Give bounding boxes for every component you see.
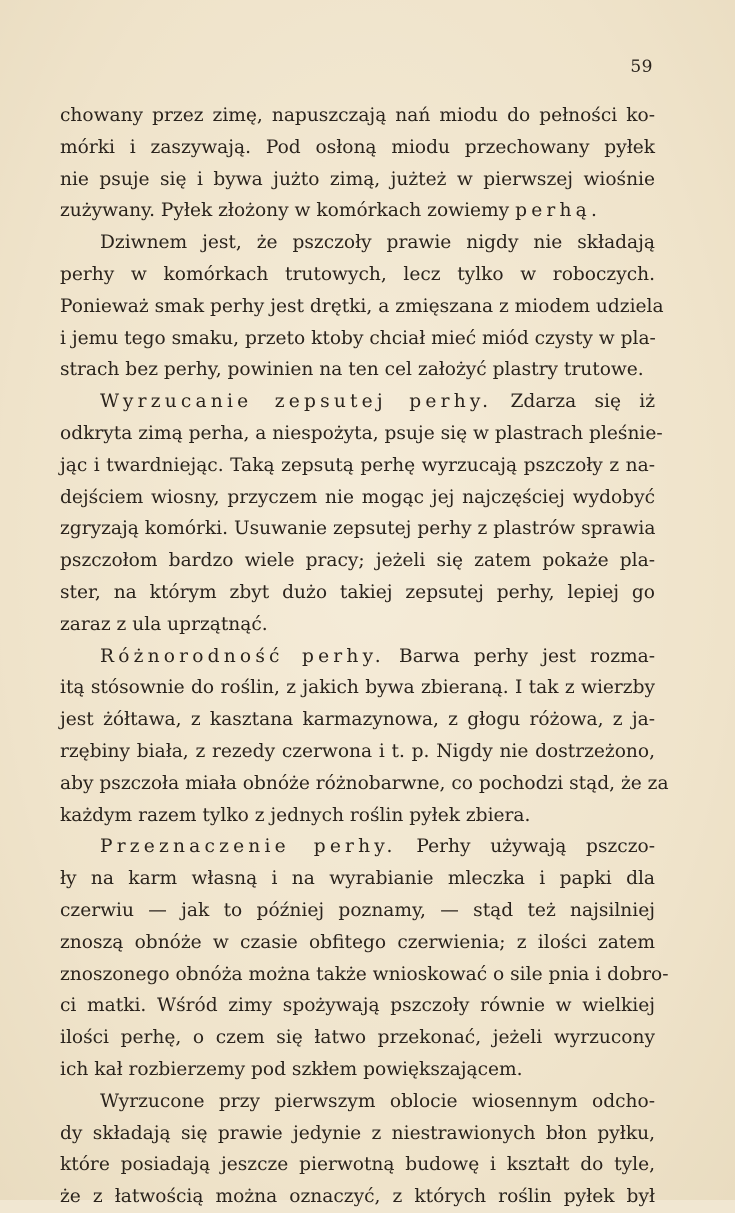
text-line [60,736,655,768]
line-text: które posiadają jeszcze pierwotną budowę i kształt do tyle, [60,1154,655,1176]
text-line [60,990,655,1022]
text-line [60,800,655,832]
text-line [60,545,655,577]
line-text: ły na karm własną i na wyrabianie mleczka i papki dla [60,868,655,890]
text-line [60,386,655,418]
text-line [60,704,655,736]
line-text: aby pszczoła miała obnóże różnobarwne, co pochodzi stąd, że za [60,772,669,794]
line-text: Barwa perhy jest rozma- [384,645,655,667]
line-text: nie psuje się i bywa jużto zimą, jużteż w pierwszej wiośnie [60,168,655,190]
text-line [60,768,669,800]
spaced-heading-text: perhą. [515,200,602,222]
line-text: strach bez perhy, powinien na ten cel założyć plastry trutowe. [60,359,644,381]
spaced-heading-text: Różnorodność perhy. [100,645,385,667]
line-text: zgryzają komórki. Usuwanie zepsutej perhy z plastrów sprawia [60,518,656,540]
line-text: dejściem wiosny, przyczem nie mogąc jej najczęściej wydobyć [60,486,655,508]
line-text: perhy w komórkach trutowych, lecz tylko w roboczych. [60,263,655,285]
text-line [60,164,655,196]
text-line [60,1181,655,1213]
line-text: odkryta zimą perha, a niespożyta, psuje się w plastrach pleśnie- [60,422,663,444]
spaced-heading-text: Wyrzucanie zepsutej perhy. [100,391,493,413]
text-line [60,895,655,927]
line-text: Wyrzucone przy pierwszym oblocie wiosennym odcho- [100,1090,655,1112]
text-line [60,1022,655,1054]
line-text: ich kał rozbierzemy pod szkłem powiększającem. [60,1058,523,1080]
line-text: dy składają się prawie jedynie z niestrawionych błon pyłku, [60,1122,655,1144]
text-line [60,100,655,132]
text-line [60,831,655,863]
text-line [60,195,655,227]
line-text: chowany przez zimę, napuszczają nań miodu do pełności ko- [60,105,655,126]
text-line [60,418,663,450]
text-line [60,1149,655,1181]
line-text: itą stósownie do roślin, z jakich bywa zbieraną. I tak z wierzby [60,677,655,699]
line-text: zużywany. Pyłek złożony w komórkach zowiemy [60,200,516,222]
text-line [60,1054,655,1086]
text-line [60,323,655,355]
text-line [60,609,655,641]
line-text: ci matki. Wśród zimy spożywają pszczoły równie w wielkiej [60,995,655,1017]
line-text: Zdarza się iż [492,391,655,413]
line-text: znoszą obnóże w czasie obfitego czerwienia; z ilości zatem [60,931,655,953]
line-text: rzębiny biała, z rezedy czerwona i t. p. Nigdy nie dostrzeżono, [60,740,655,762]
line-text: ster, na którym zbyt dużo takiej zepsutej perhy, lepiej go [60,581,655,603]
line-text: Perhy używają pszczo- [396,836,655,858]
line-text: mórki i zaszywają. Pod osłoną miodu przechowany pyłek [60,136,655,158]
line-text: i jemu tego smaku, przeto ktoby chciał mieć miód czysty w pla- [60,327,656,349]
line-text: jąc i twardniejąc. Taką zepsutą perhę wyrzucają pszczoły z na- [60,454,655,476]
text-line [60,354,655,386]
text-line [60,227,655,259]
text-line [60,1086,655,1118]
line-text: zaraz z ula uprzątnąć. [60,613,268,635]
page-number: 59 [630,57,653,77]
text-line [60,450,655,482]
line-text: ilości perhę, o czem się łatwo przekonać, jeżeli wyrzucony [60,1027,655,1049]
text-line [60,641,655,673]
line-text: czerwiu — jak to później poznamy, — stąd też najsilniej [60,899,655,921]
spaced-heading-text: Przeznaczenie perhy. [100,836,397,858]
text-line [60,863,655,895]
line-text: znoszonego obnóża można także wnioskować o sile pnia i dobro- [60,963,669,985]
text-line [60,513,655,545]
text-line [60,291,664,323]
text-line [60,927,655,959]
line-text: Dziwnem jest, że pszczoły prawie nigdy nie składają [100,232,655,254]
text-line [60,577,655,609]
text-line [60,482,655,514]
line-text: jest żółtawa, z kasztana karmazynowa, z głogu różowa, z ja- [60,709,655,731]
line-text: każdym razem tylko z jednych roślin pyłek zbiera. [60,804,531,826]
text-line [60,959,669,991]
text-line [60,132,655,164]
text-line [60,259,655,291]
body-text [60,100,669,1213]
text-line [60,1118,655,1150]
line-text: że z łatwością można oznaczyć, z których roślin pyłek był [60,1186,655,1208]
text-line [60,672,655,704]
line-text: Ponieważ smak perhy jest drętki, a zmięszana z miodem udziela [60,295,664,317]
line-text: pszczołom bardzo wiele pracy; jeżeli się zatem pokaże pla- [60,550,655,572]
